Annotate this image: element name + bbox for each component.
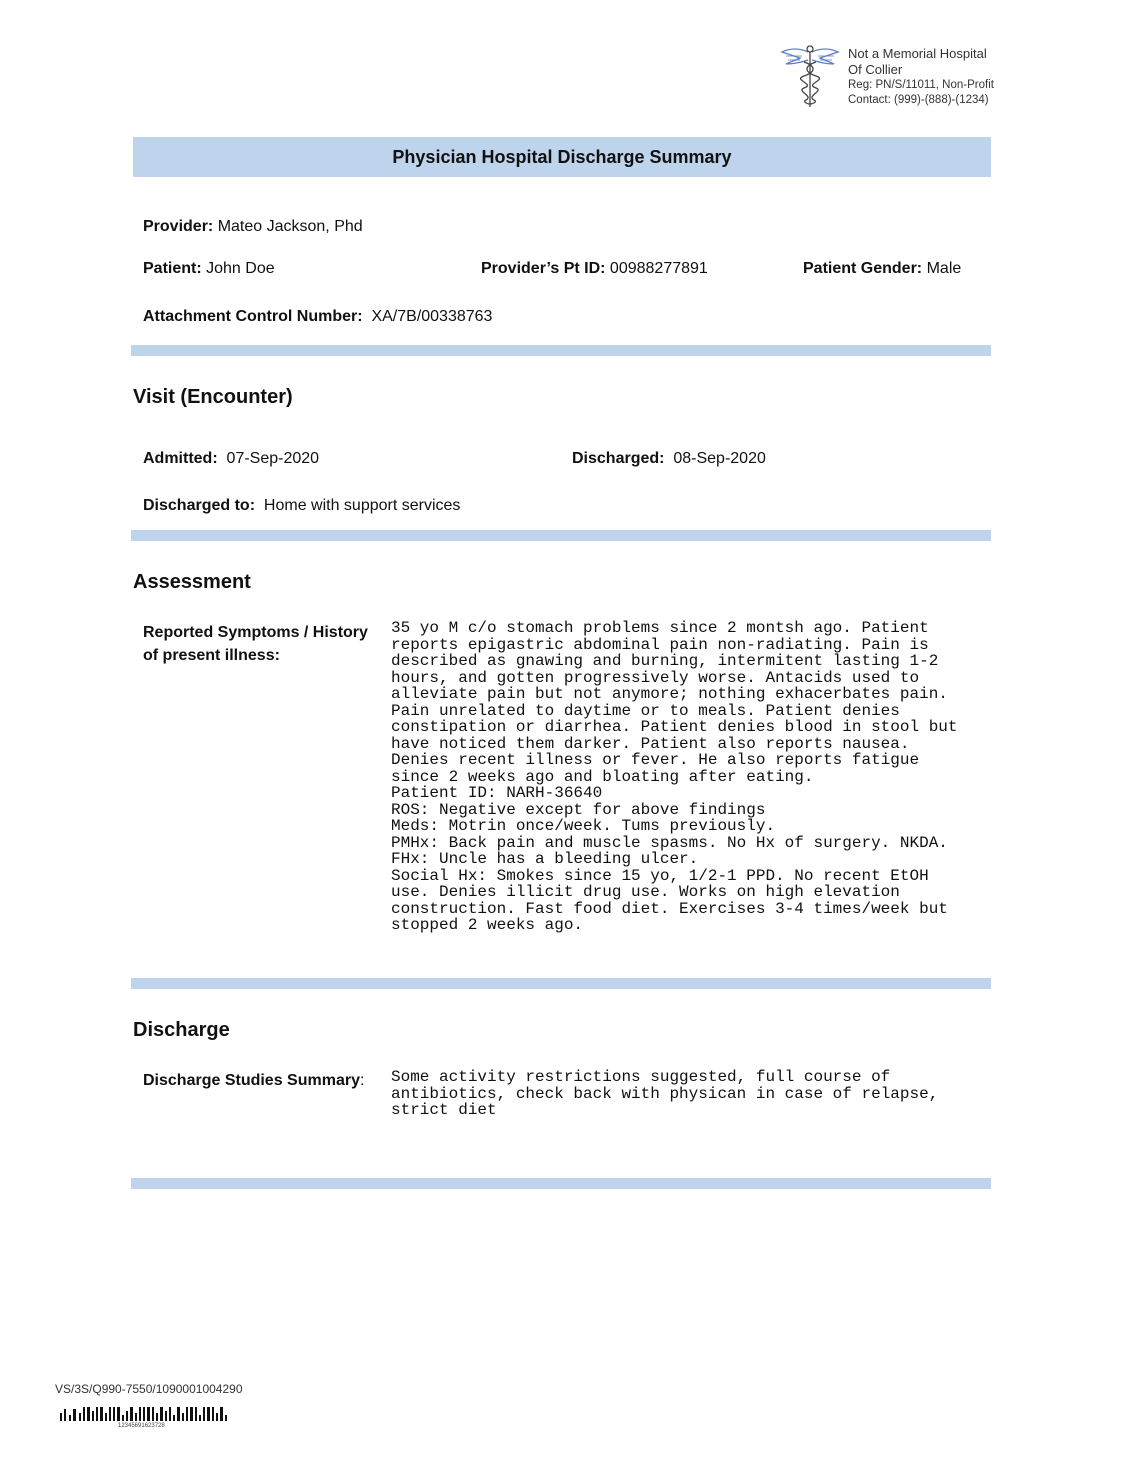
section-divider xyxy=(131,530,991,541)
discharge-summary-label: Discharge Studies Summary xyxy=(143,1072,360,1089)
document-title: Physician Hospital Discharge Summary xyxy=(392,146,732,167)
provider-label: Provider: xyxy=(143,218,214,235)
hospital-registration: Reg: PN/S/11011, Non-Profit xyxy=(848,79,994,91)
patient-name-label: Patient: xyxy=(143,260,202,277)
patient-gender-label: Patient Gender: xyxy=(803,260,923,277)
section-divider xyxy=(131,978,991,989)
discharge-summary-label-wrap xyxy=(143,1072,364,1090)
hospital-info xyxy=(848,46,994,108)
patient-gender-value: Male xyxy=(922,260,962,277)
hospital-name-line2: Of Collier xyxy=(848,62,903,77)
discharged-to-field xyxy=(143,497,460,515)
patient-id-value: 00988277891 xyxy=(605,260,708,277)
section-divider xyxy=(131,1178,991,1189)
patient-name-field xyxy=(143,260,275,278)
attachment-field xyxy=(143,308,492,326)
attachment-label: Attachment Control Number: xyxy=(143,308,363,325)
admitted-value: 07-Sep-2020 xyxy=(217,450,320,467)
barcode-number: 12345691623728 xyxy=(118,1423,165,1429)
symptoms-label xyxy=(143,621,368,667)
discharged-to-label: Discharged to: xyxy=(143,497,256,514)
hospital-header xyxy=(778,44,1018,112)
symptoms-label-line2: of present illness: xyxy=(143,647,280,664)
visit-section-title: Visit (Encounter) xyxy=(133,386,293,408)
discharged-field xyxy=(572,450,766,468)
attachment-value: XA/7B/00338763 xyxy=(362,308,493,325)
section-divider xyxy=(131,345,991,356)
assessment-section-title: Assessment xyxy=(133,571,251,593)
patient-id-field xyxy=(481,260,708,278)
discharge-summary-label-suffix: : xyxy=(359,1072,365,1089)
hospital-name-line1: Not a Memorial Hospital xyxy=(848,46,987,61)
discharged-to-value: Home with support services xyxy=(255,497,461,514)
discharge-section-title: Discharge xyxy=(133,1019,230,1041)
patient-name-value: John Doe xyxy=(201,260,275,277)
footer-document-code: VS/3S/Q990-7550/1090001004290 xyxy=(55,1382,243,1396)
provider-value: Mateo Jackson, Phd xyxy=(213,218,363,235)
provider-field xyxy=(143,218,363,236)
document-title-bar xyxy=(133,137,991,177)
discharged-label: Discharged: xyxy=(572,450,665,467)
symptoms-text: 35 yo M c/o stomach problems since 2 montsh ago. Patient reports epigastric abdominal pain non-radiating. Pain is described as gnawing and burning, intermitent lasting 1-2 hours, and gotten progressively worse. Antacids used to alleviate pain but not anymore; nothing exhacerbates pain. Pain unrelated to daytime or to meals. Patient denies constipation or diarrhea. Patient denies blood in stool but have noticed them darker. Patient also reports nausea. Denies recent illness or fever. He also reports fatigue since 2 weeks ago and bloating after eating. Patient ID: NARH-36640 ROS: Negative except for above findings Meds: Motrin once/week. Tums previously. PMHx: Back pain and muscle spasms. No Hx of surgery. NKDA. FHx: Uncle has a bleeding ulcer. Social Hx: Smokes since 15 yo, 1/2-1 PPD. No recent EtOH use. Denies illicit drug use. Works on high elevation construction. Fast food diet. Exercises 3-4 times/week but stopped 2 weeks ago. xyxy=(391,619,958,934)
barcode-icon xyxy=(60,1403,230,1423)
caduceus-icon xyxy=(778,44,842,110)
admitted-field xyxy=(143,450,319,468)
discharge-summary-text: Some activity restrictions suggested, full course of antibiotics, check back with physican in case of relapse, strict diet xyxy=(391,1068,939,1119)
discharged-value: 08-Sep-2020 xyxy=(664,450,766,467)
patient-id-label: Provider’s Pt ID: xyxy=(481,260,606,277)
hospital-contact: Contact: (999)-(888)-(1234) xyxy=(848,94,989,106)
patient-gender-field xyxy=(803,260,961,278)
symptoms-label-line1: Reported Symptoms / History xyxy=(143,624,368,641)
admitted-label: Admitted: xyxy=(143,450,218,467)
